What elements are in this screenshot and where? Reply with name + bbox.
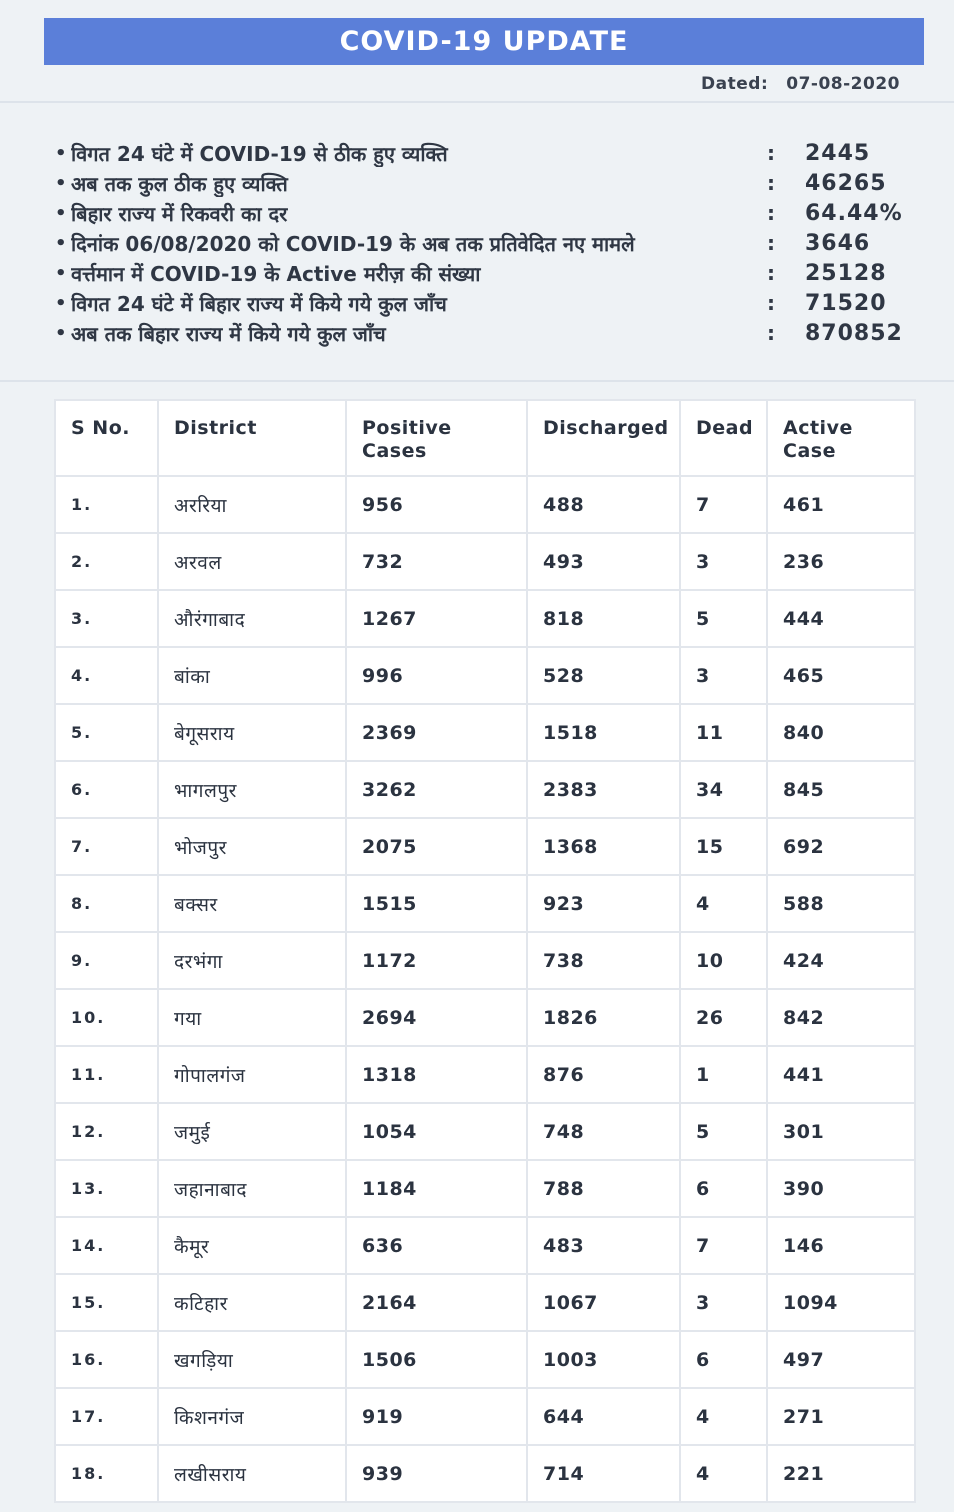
table-row	[55, 818, 915, 875]
stat-value: 64.44%	[805, 200, 903, 226]
stat-row	[55, 318, 915, 348]
table-row	[55, 476, 915, 533]
cell-positive: 919	[346, 1388, 527, 1445]
table-header-row	[55, 400, 915, 476]
stat-colon: :	[767, 201, 775, 225]
cell-active: 840	[767, 704, 915, 761]
cell-district: बक्सर	[158, 875, 346, 932]
cell-positive: 732	[346, 533, 527, 590]
table-row	[55, 647, 915, 704]
cell-district: लखीसराय	[158, 1445, 346, 1502]
cell-sno: 11.	[55, 1046, 158, 1103]
stat-colon: :	[767, 171, 775, 195]
col-header-sno: S No.	[55, 400, 158, 476]
cell-discharged: 483	[527, 1217, 680, 1274]
stat-row	[55, 228, 915, 258]
cell-active: 236	[767, 533, 915, 590]
cell-discharged: 493	[527, 533, 680, 590]
cell-sno: 10.	[55, 989, 158, 1046]
stat-label: अब तक कुल ठीक हुए व्यक्ति	[71, 171, 288, 196]
cell-discharged: 1518	[527, 704, 680, 761]
stat-row	[55, 198, 915, 228]
table-row	[55, 533, 915, 590]
cell-dead: 3	[680, 533, 767, 590]
bullet-icon: •	[55, 142, 67, 164]
cell-active: 301	[767, 1103, 915, 1160]
table-row	[55, 875, 915, 932]
cell-sno: 7.	[55, 818, 158, 875]
cell-active: 146	[767, 1217, 915, 1274]
cell-discharged: 738	[527, 932, 680, 989]
cell-discharged: 788	[527, 1160, 680, 1217]
top-divider	[0, 101, 954, 103]
stat-label: दिनांक 06/08/2020 को COVID-19 के अब तक प्रतिवेदित नए मामले	[71, 231, 635, 256]
cell-dead: 34	[680, 761, 767, 818]
col-header-district: District	[158, 400, 346, 476]
cell-positive: 1318	[346, 1046, 527, 1103]
cell-dead: 3	[680, 1274, 767, 1331]
cell-active: 461	[767, 476, 915, 533]
bullet-icon: •	[55, 232, 67, 254]
cell-dead: 5	[680, 1103, 767, 1160]
col-header-active-line2: Case	[783, 440, 836, 462]
cell-positive: 2369	[346, 704, 527, 761]
cell-sno: 6.	[55, 761, 158, 818]
cell-discharged: 1368	[527, 818, 680, 875]
cell-discharged: 1067	[527, 1274, 680, 1331]
cell-district: दरभंगा	[158, 932, 346, 989]
mid-divider	[0, 380, 954, 382]
cell-district: बांका	[158, 647, 346, 704]
table-row	[55, 1274, 915, 1331]
district-table	[54, 399, 914, 1503]
cell-sno: 12.	[55, 1103, 158, 1160]
cell-discharged: 2383	[527, 761, 680, 818]
cell-active: 390	[767, 1160, 915, 1217]
cell-positive: 1172	[346, 932, 527, 989]
cell-positive: 1267	[346, 590, 527, 647]
table-row	[55, 761, 915, 818]
table-row	[55, 1046, 915, 1103]
stat-row	[55, 258, 915, 288]
cell-positive: 1515	[346, 875, 527, 932]
cell-district: जहानाबाद	[158, 1160, 346, 1217]
cell-positive: 3262	[346, 761, 527, 818]
cell-positive: 2075	[346, 818, 527, 875]
cell-dead: 11	[680, 704, 767, 761]
dated-line	[701, 74, 900, 94]
table-row	[55, 1217, 915, 1274]
cell-positive: 2694	[346, 989, 527, 1046]
cell-active: 441	[767, 1046, 915, 1103]
bullet-icon: •	[55, 322, 67, 344]
cell-district: कटिहार	[158, 1274, 346, 1331]
bullet-icon: •	[55, 202, 67, 224]
cell-district: गोपालगंज	[158, 1046, 346, 1103]
cell-discharged: 748	[527, 1103, 680, 1160]
cell-positive: 1184	[346, 1160, 527, 1217]
stat-value: 46265	[805, 170, 887, 196]
bullet-icon: •	[55, 262, 67, 284]
cell-sno: 9.	[55, 932, 158, 989]
cell-district: अररिया	[158, 476, 346, 533]
cell-district: गया	[158, 989, 346, 1046]
stat-label: बिहार राज्य में रिकवरी का दर	[71, 201, 288, 226]
cell-discharged: 818	[527, 590, 680, 647]
cell-active: 692	[767, 818, 915, 875]
cell-dead: 4	[680, 875, 767, 932]
stat-colon: :	[767, 231, 775, 255]
cell-sno: 8.	[55, 875, 158, 932]
table-row	[55, 1388, 915, 1445]
col-header-active-line1: Active	[783, 417, 853, 439]
cell-active: 842	[767, 989, 915, 1046]
col-header-positive-line2: Cases	[362, 440, 427, 462]
cell-discharged: 1826	[527, 989, 680, 1046]
cell-sno: 4.	[55, 647, 158, 704]
dated-label: Dated:	[701, 74, 769, 94]
cell-dead: 7	[680, 1217, 767, 1274]
col-header-active	[767, 400, 915, 476]
dated-value: 07-08-2020	[786, 74, 900, 94]
cell-sno: 3.	[55, 590, 158, 647]
cell-active: 588	[767, 875, 915, 932]
stat-label: विगत 24 घंटे में बिहार राज्य में किये गये कुल जाँच	[71, 291, 447, 316]
table-row	[55, 590, 915, 647]
cell-positive: 996	[346, 647, 527, 704]
cell-active: 444	[767, 590, 915, 647]
bullet-icon: •	[55, 172, 67, 194]
cell-district: बेगूसराय	[158, 704, 346, 761]
cell-positive: 1506	[346, 1331, 527, 1388]
stat-value: 71520	[805, 290, 887, 316]
cell-sno: 1.	[55, 476, 158, 533]
col-header-positive-line1: Positive	[362, 417, 452, 439]
cell-discharged: 714	[527, 1445, 680, 1502]
stat-colon: :	[767, 291, 775, 315]
cell-discharged: 1003	[527, 1331, 680, 1388]
cell-active: 845	[767, 761, 915, 818]
table-row	[55, 1160, 915, 1217]
table-row	[55, 1103, 915, 1160]
col-header-positive	[346, 400, 527, 476]
stat-colon: :	[767, 321, 775, 345]
cell-dead: 6	[680, 1331, 767, 1388]
cell-active: 497	[767, 1331, 915, 1388]
cell-district: किशनगंज	[158, 1388, 346, 1445]
cell-sno: 14.	[55, 1217, 158, 1274]
cell-positive: 939	[346, 1445, 527, 1502]
stat-colon: :	[767, 261, 775, 285]
cell-active: 221	[767, 1445, 915, 1502]
table-row	[55, 1331, 915, 1388]
cell-positive: 1054	[346, 1103, 527, 1160]
cell-district: कैमूर	[158, 1217, 346, 1274]
stat-label: वर्त्तमान में COVID-19 के Active मरीज़ की संख्या	[71, 261, 481, 286]
cell-dead: 5	[680, 590, 767, 647]
cell-dead: 6	[680, 1160, 767, 1217]
stat-colon: :	[767, 141, 775, 165]
cell-discharged: 876	[527, 1046, 680, 1103]
cell-active: 1094	[767, 1274, 915, 1331]
page-title: COVID-19 UPDATE	[44, 18, 924, 65]
cell-discharged: 644	[527, 1388, 680, 1445]
cell-district: भागलपुर	[158, 761, 346, 818]
table-row	[55, 932, 915, 989]
table-row	[55, 989, 915, 1046]
table-row	[55, 1445, 915, 1502]
table-body	[55, 476, 915, 1502]
cell-dead: 4	[680, 1445, 767, 1502]
cell-positive: 2164	[346, 1274, 527, 1331]
cell-positive: 636	[346, 1217, 527, 1274]
cell-discharged: 528	[527, 647, 680, 704]
cell-discharged: 923	[527, 875, 680, 932]
cell-district: खगड़िया	[158, 1331, 346, 1388]
stats-list	[55, 138, 915, 348]
cell-dead: 7	[680, 476, 767, 533]
stat-label: अब तक बिहार राज्य में किये गये कुल जाँच	[71, 321, 386, 346]
stat-value: 2445	[805, 140, 871, 166]
cell-active: 424	[767, 932, 915, 989]
stat-row	[55, 288, 915, 318]
stat-row	[55, 138, 915, 168]
col-header-discharged: Discharged	[527, 400, 680, 476]
cell-sno: 15.	[55, 1274, 158, 1331]
district-table-grid	[54, 399, 916, 1503]
cell-dead: 4	[680, 1388, 767, 1445]
cell-active: 465	[767, 647, 915, 704]
cell-active: 271	[767, 1388, 915, 1445]
table-row	[55, 704, 915, 761]
col-header-dead: Dead	[680, 400, 767, 476]
cell-dead: 1	[680, 1046, 767, 1103]
cell-sno: 17.	[55, 1388, 158, 1445]
stat-value: 870852	[805, 320, 903, 346]
cell-district: भोजपुर	[158, 818, 346, 875]
bullet-icon: •	[55, 292, 67, 314]
cell-sno: 2.	[55, 533, 158, 590]
cell-sno: 16.	[55, 1331, 158, 1388]
cell-dead: 3	[680, 647, 767, 704]
stat-row	[55, 168, 915, 198]
stat-value: 25128	[805, 260, 887, 286]
cell-district: जमुई	[158, 1103, 346, 1160]
cell-positive: 956	[346, 476, 527, 533]
cell-dead: 26	[680, 989, 767, 1046]
cell-sno: 13.	[55, 1160, 158, 1217]
cell-sno: 18.	[55, 1445, 158, 1502]
cell-district: औरंगाबाद	[158, 590, 346, 647]
cell-discharged: 488	[527, 476, 680, 533]
cell-dead: 15	[680, 818, 767, 875]
cell-dead: 10	[680, 932, 767, 989]
cell-district: अरवल	[158, 533, 346, 590]
cell-sno: 5.	[55, 704, 158, 761]
stat-label: विगत 24 घंटे में COVID-19 से ठीक हुए व्यक्ति	[71, 141, 448, 166]
stat-value: 3646	[805, 230, 871, 256]
